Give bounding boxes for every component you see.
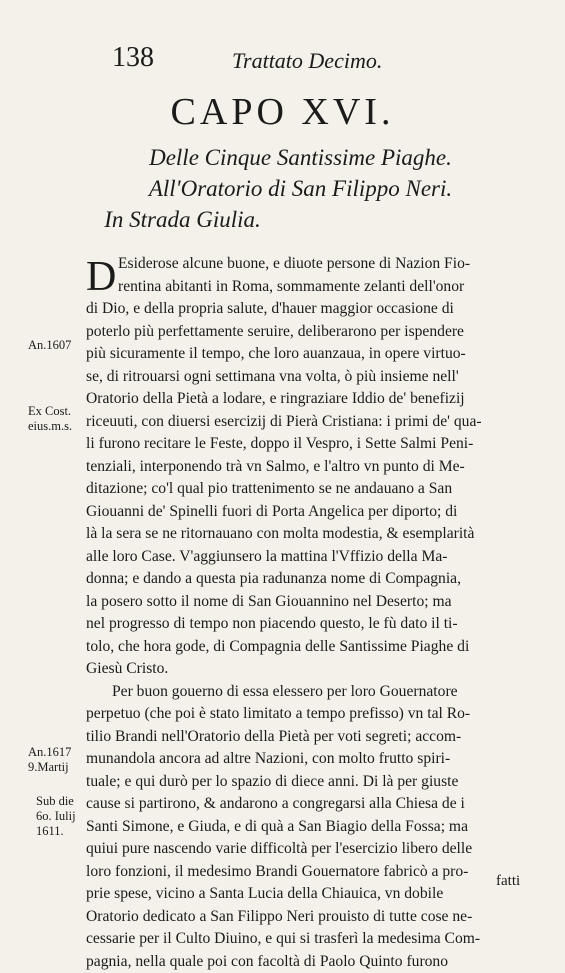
page-header (0, 42, 565, 82)
chapter-title: CAPO XVI. (0, 90, 565, 134)
text-line: riceuuti, con diuersi esercizij di Pierà Cristiana: i primi de' qua- (86, 411, 536, 434)
drop-cap: D (86, 257, 116, 297)
catchword: fatti (496, 873, 520, 890)
subtitle-line: Delle Cinque Santissime Piaghe. (18, 145, 565, 171)
text-line: tenziali, interponendo trà vn Salmo, e l'altro vn punto di Me- (86, 456, 536, 479)
margin-note-line: Sub die (36, 794, 96, 809)
page-number: 138 (112, 42, 154, 74)
subtitle-line: In Strada Giulia. (0, 207, 465, 233)
margin-note-line: 1611. (36, 824, 96, 839)
body-text (86, 253, 536, 973)
text-line: poterlo più perfettamente seruire, deliberarono per ispendere (86, 321, 536, 344)
text-line: tilio Brandi nell'Oratorio della Pietà per voti segreti; accom- (86, 726, 536, 749)
margin-note (28, 745, 88, 775)
margin-note-line: Ex Cost. (28, 404, 88, 419)
text-line: Oratorio dedicato a San Filippo Neri prouisto di tutte cose ne- (86, 906, 536, 929)
margin-note-line: 9.Martij (28, 760, 88, 775)
text-line: Giesù Cristo. (86, 658, 536, 681)
running-head: Trattato Decimo. (232, 48, 382, 74)
text-line: rentina abitanti in Roma, sommamente zelanti dell'onor (86, 276, 536, 299)
text-line: Esiderose alcune buone, e diuote persone di Nazion Fio- (86, 253, 536, 276)
text-line: donna; e dando a questa pia radunanza nome di Compagnia, (86, 568, 536, 591)
text-line: se, di ritrouarsi ogni settimana vna volta, ò più insieme nell' (86, 366, 536, 389)
text-line: Per buon gouerno di essa elessero per loro Gouernatore (86, 681, 536, 704)
text-line: li furono recitare le Feste, doppo il Vespro, i Sette Salmi Peni- (86, 433, 536, 456)
text-line: tolo, che hora gode, di Compagnia delle Santissime Piaghe di (86, 636, 536, 659)
margin-note-line: eius.m.s. (28, 419, 88, 434)
text-line: perpetuo (che poi è stato limitato a tempo prefisso) vn tal Ro- (86, 703, 536, 726)
margin-note (36, 794, 96, 839)
text-line: tuale; e qui durò per lo spazio di diece anni. Di là per giuste (86, 771, 536, 794)
text-line: cause si partirono, & andarono a congregarsi alla Chiesa de i (86, 793, 536, 816)
text-line: ditazione; co'l qual pio trattenimento se ne andauano a San (86, 478, 536, 501)
text-line: prie spese, vicino a Santa Lucia della Chiauica, vn dobile (86, 883, 536, 906)
text-line: loro fonzioni, il medesimo Brandi Gouernatore fabricò a pro- (86, 861, 536, 884)
text-line: pagnia, nella quale poi con facoltà di Paolo Quinto furono (86, 951, 536, 973)
text-line: munandola ancora ad altre Nazioni, con molto frutto spiri- (86, 748, 536, 771)
margin-note (28, 338, 88, 353)
text-line: Giouanni de' Spinelli fuori di Porta Angelica per diporto; di (86, 501, 536, 524)
text-line: la posero sotto il nome di San Giouannino nel Deserto; ma (86, 591, 536, 614)
text-line: cessarie per il Culto Diuino, e qui si trasferì la medesima Com- (86, 928, 536, 951)
text-line: là la sera se ne ritornauano con molta modestia, & esemplarità (86, 523, 536, 546)
margin-note-line: An.1617 (28, 745, 88, 760)
text-line: più sicuramente il tempo, che loro auanzaua, in opere virtuo- (86, 343, 536, 366)
text-line: Santi Simone, e Giuda, e di quà a San Biagio della Fossa; ma (86, 816, 536, 839)
text-line: quiui pure nascendo varie difficoltà per l'esercizio libero delle (86, 838, 536, 861)
text-line: di Dio, e della propria salute, d'hauer maggior occasione di (86, 298, 536, 321)
subtitle-line: All'Oratorio di San Filippo Neri. (18, 176, 565, 202)
text-line: alle loro Case. V'aggiunsero la mattina l'Vffizio della Ma- (86, 546, 536, 569)
text-line: nel progresso di tempo non piacendo questo, le fù dato il ti- (86, 613, 536, 636)
margin-note-line: An.1607 (28, 338, 88, 353)
margin-note (28, 404, 88, 434)
margin-note-line: 6o. Iulij (36, 809, 96, 824)
text-line: Oratorio della Pietà a lodare, e ringraziare Iddio de' benefizij (86, 388, 536, 411)
